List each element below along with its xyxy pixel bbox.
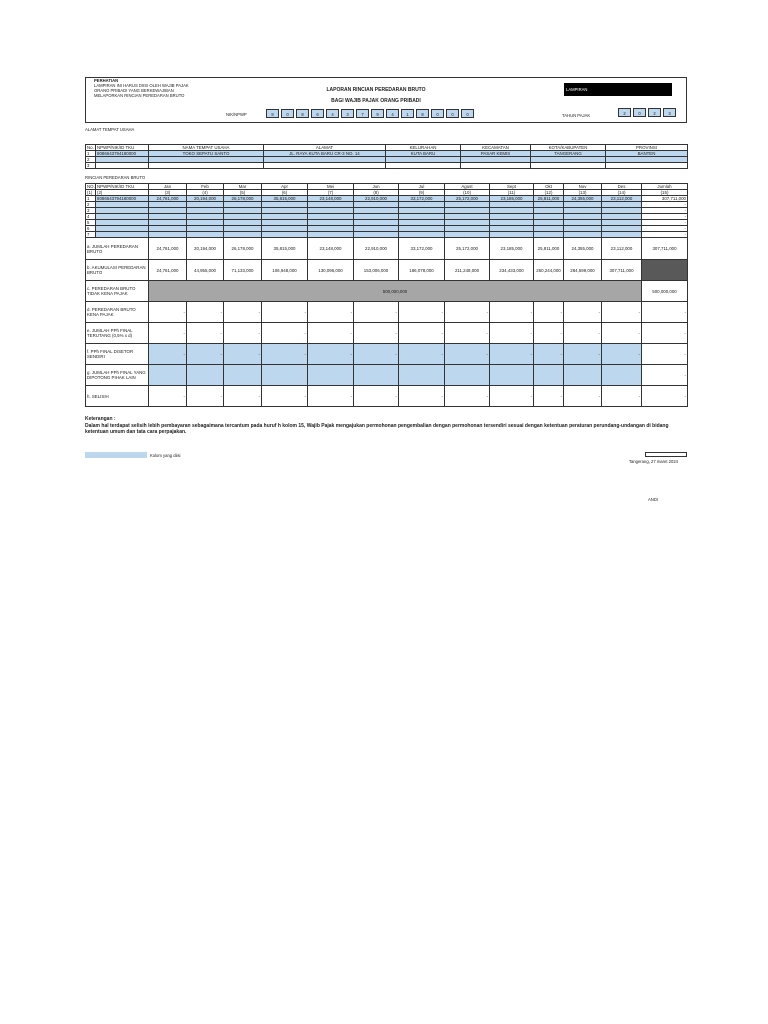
summary-cell: - — [308, 302, 354, 323]
summary-input-cell[interactable] — [224, 365, 262, 386]
summary-cell: 24,761,000 — [149, 238, 187, 260]
summary-label: f. PPh FINAL DISETOR SENDIRI — [86, 344, 149, 365]
monthly-colnum-cell: (11) — [490, 190, 534, 196]
summary-cell: - — [564, 302, 602, 323]
summary-cell: - — [642, 344, 688, 365]
address-header-cell: NPWP/NIK/ID TKU — [96, 145, 149, 151]
monthly-cell[interactable]: 23,185,000 — [490, 196, 534, 202]
summary-cell: 44,955,000 — [187, 260, 224, 281]
summary-cell: - — [642, 386, 688, 407]
monthly-header-cell: Mei — [308, 184, 354, 190]
summary-row-a — [86, 238, 688, 260]
monthly-colnum-cell: (10) — [445, 190, 490, 196]
address-cell[interactable]: TOKO SEPATU SANTO — [149, 151, 264, 157]
summary-label: g. JUMLAH PPh FINAL YANG DIPOTONG PIHAK LAIN — [86, 365, 149, 386]
monthly-total-cell: - — [642, 214, 688, 220]
address-cell: 1 — [86, 151, 96, 157]
monthly-header-cell: Agust — [445, 184, 490, 190]
address-cell: 3 — [86, 163, 96, 169]
summary-cell: - — [534, 386, 564, 407]
monthly-cell[interactable]: 23,148,000 — [308, 196, 354, 202]
summary-cell: - — [187, 386, 224, 407]
monthly-total-cell: - — [642, 220, 688, 226]
summary-input-cell[interactable] — [564, 365, 602, 386]
summary-cell: - — [308, 323, 354, 344]
nik-digit-box[interactable]: 0 — [431, 109, 444, 118]
nik-digit-box[interactable]: 7 — [356, 109, 369, 118]
summary-cell: 23,112,000 — [602, 238, 642, 260]
summary-cell: - — [354, 323, 399, 344]
monthly-cell: 4 — [86, 214, 96, 220]
summary-cell: - — [224, 323, 262, 344]
address-cell[interactable]: 8086643794180000 — [96, 151, 149, 157]
monthly-colnum-cell: (12) — [534, 190, 564, 196]
address-header-cell: No. — [87, 145, 94, 150]
address-cell[interactable] — [606, 163, 688, 169]
summary-cell: - — [490, 302, 534, 323]
monthly-cell[interactable]: 20,194,000 — [187, 196, 224, 202]
summary-cell: - — [354, 302, 399, 323]
summary-cell: - — [534, 323, 564, 344]
monthly-total-cell: - — [642, 232, 688, 238]
summary-cell: 186,078,000 — [399, 260, 445, 281]
tahun-digit-box[interactable]: 2 — [618, 108, 631, 117]
summary-cell: - — [642, 323, 688, 344]
monthly-header-cell: NPWP/NIK/ID TKU — [96, 184, 149, 190]
summary-cell: 106,948,000 — [262, 260, 308, 281]
summary-input-cell[interactable] — [354, 365, 399, 386]
nik-digit-box[interactable]: 8 — [296, 109, 309, 118]
monthly-cell: 3 — [86, 208, 96, 214]
summary-label: e. JUMLAH PPh FINAL TERUTANG (0,5% x d) — [86, 323, 149, 344]
monthly-cell: 5 — [86, 220, 96, 226]
summary-cell: 71,133,000 — [224, 260, 262, 281]
monthly-colnum-cell: (6) — [262, 190, 308, 196]
summary-input-cell[interactable]: - — [224, 344, 262, 365]
summary-cell: 234,433,000 — [490, 260, 534, 281]
tahun-digit-box[interactable]: 3 — [663, 108, 676, 117]
monthly-header-cell: Jumlah — [642, 184, 688, 190]
monthly-cell[interactable]: 24,355,000 — [564, 196, 602, 202]
monthly-header-cell: Okt — [534, 184, 564, 190]
monthly-header-cell: Sept — [490, 184, 534, 190]
summary-input-cell[interactable] — [399, 365, 445, 386]
monthly-cell[interactable]: 35,815,000 — [262, 196, 308, 202]
monthly-colnum-cell: (5) — [224, 190, 262, 196]
tahun-digit-box[interactable]: 0 — [633, 108, 646, 117]
address-header-cell: KELURAHAN — [386, 145, 461, 151]
summary-input-cell[interactable] — [187, 365, 224, 386]
keterangan-text: Dalam hal terdapat selisih lebih pembayaran sebagaimana tercantum pada huruf h kolom 15, Wajib Pajak mengajukan permohonan pengembalian dengan permohonan tersendiri sesuai dengan ketentuan peraturan perundang-undangan di bidang ketentuan umum dan tata cara perpajakan. — [85, 423, 669, 435]
summary-row-b — [86, 260, 688, 281]
summary-row-e — [86, 323, 688, 344]
summary-cell: - — [490, 386, 534, 407]
address-cell[interactable]: KUTA BARU — [386, 151, 461, 157]
nik-digit-box[interactable]: 6 — [311, 109, 324, 118]
summary-cell: 20,194,000 — [187, 238, 224, 260]
address-cell[interactable] — [461, 163, 531, 169]
summary-cell: - — [602, 302, 642, 323]
monthly-cell: 6 — [86, 226, 96, 232]
summary-input-cell[interactable]: - — [534, 344, 564, 365]
monthly-header-cell: Feb — [187, 184, 224, 190]
summary-cell: 211,248,000 — [445, 260, 490, 281]
summary-label: h. SELISIH — [86, 386, 149, 407]
summary-cell: - — [642, 365, 688, 386]
summary-row-f — [86, 344, 688, 365]
summary-cell: - — [187, 302, 224, 323]
monthly-total-cell: - — [642, 202, 688, 208]
form-title: LAPORAN RINCIAN PEREDARAN BRUTO — [326, 87, 426, 93]
summary-input-cell[interactable] — [490, 365, 534, 386]
nik-label: NIK/NPWP — [226, 112, 247, 117]
keterangan-title: Keterangan : — [85, 416, 116, 422]
monthly-colnum-cell: (1) — [86, 190, 96, 196]
address-cell[interactable]: PASAR KEMIS — [461, 151, 531, 157]
summary-cell: - — [445, 302, 490, 323]
summary-cell: 153,006,000 — [354, 260, 399, 281]
monthly-cell[interactable]: 23,112,000 — [602, 196, 642, 202]
monthly-table — [85, 183, 688, 407]
nik-digit-box[interactable]: 9 — [371, 109, 384, 118]
monthly-cell[interactable]: 25,172,000 — [445, 196, 490, 202]
monthly-header-cell: Apr — [262, 184, 308, 190]
summary-input-cell[interactable] — [149, 365, 187, 386]
summary-input-cell[interactable] — [445, 365, 490, 386]
summary-row-g — [86, 365, 688, 386]
monthly-cell[interactable]: 22,910,000 — [354, 196, 399, 202]
form-subtitle: BAGI WAJIB PAJAK ORANG PRIBADI — [331, 98, 421, 104]
monthly-colnum-cell: (9) — [399, 190, 445, 196]
summary-cell: - — [534, 302, 564, 323]
summary-input-cell[interactable]: - — [354, 344, 399, 365]
summary-cell: - — [262, 323, 308, 344]
summary-cell: - — [399, 323, 445, 344]
monthly-header-cell: Des — [602, 184, 642, 190]
summary-cell: - — [262, 302, 308, 323]
summary-cell: 24,355,000 — [564, 238, 602, 260]
summary-row-d — [86, 302, 688, 323]
tahun-digit-box[interactable]: 2 — [648, 108, 661, 117]
summary-input-cell[interactable] — [602, 365, 642, 386]
monthly-colnum-cell: (8) — [354, 190, 399, 196]
signer-name: ANDI — [648, 497, 659, 502]
rincian-title: RINCIAN PEREDARAN BRUTO — [85, 175, 146, 180]
perhatian-title: PERHATIAN — [94, 78, 119, 83]
summary-input-cell[interactable] — [534, 365, 564, 386]
summary-cell: - — [187, 323, 224, 344]
monthly-colnum-cell: (15) — [642, 190, 688, 196]
monthly-colnum-cell: (13) — [564, 190, 602, 196]
summary-cell-merged: 500,000,000 — [149, 281, 642, 302]
monthly-header-cell: Mar — [224, 184, 262, 190]
monthly-colnum-cell: (4) — [187, 190, 224, 196]
summary-input-cell[interactable]: - — [564, 344, 602, 365]
summary-cell: 25,811,000 — [534, 238, 564, 260]
summary-cell: 25,172,000 — [445, 238, 490, 260]
monthly-total-cell: - — [642, 226, 688, 232]
summary-row-h — [86, 386, 688, 407]
nik-digit-box[interactable]: 1 — [401, 109, 414, 118]
monthly-header-cell: Jul — [399, 184, 445, 190]
monthly-colnum-cell: (3) — [149, 190, 187, 196]
address-cell[interactable] — [96, 163, 149, 169]
monthly-cell[interactable]: 8086643794180000 — [96, 196, 149, 202]
summary-cell: - — [445, 386, 490, 407]
date-box — [645, 452, 687, 457]
address-cell[interactable] — [386, 163, 461, 169]
summary-label: b. AKUMULASI PEREDARAN BRUTO — [86, 260, 149, 281]
address-header-cell: KOTA/KABUPATEN — [531, 145, 606, 151]
summary-label: d. PEREDARAN BRUTO KENA PAJAK — [86, 302, 149, 323]
tahun-label: TAHUN PAJAK — [562, 113, 591, 118]
monthly-cell[interactable]: 26,178,000 — [224, 196, 262, 202]
lampiran-box — [564, 83, 672, 96]
summary-cell: - — [224, 302, 262, 323]
summary-label: c. PEREDARAN BRUTO TIDAK KENA PAJAK — [86, 281, 149, 302]
summary-row-c — [86, 281, 688, 302]
monthly-total-cell: 307,711,000 — [642, 196, 688, 202]
summary-cell: 307,711,000 — [642, 238, 688, 260]
summary-label: a. JUMLAH PEREDARAN BRUTO — [86, 238, 149, 260]
nik-digit-box[interactable]: 0 — [281, 109, 294, 118]
place-date: Tangerang, 27 maret 2024 — [628, 459, 678, 464]
summary-cell: - — [149, 323, 187, 344]
monthly-cell: 7 — [86, 232, 96, 238]
alamat-title: ALAMAT TEMPAT USAHA — [85, 127, 135, 132]
summary-cell: - — [149, 386, 187, 407]
summary-cell: - — [642, 302, 688, 323]
summary-cell: 260,244,000 — [534, 260, 564, 281]
monthly-colnum-cell: (14) — [602, 190, 642, 196]
summary-input-cell[interactable]: - — [262, 344, 308, 365]
summary-cell: - — [262, 386, 308, 407]
summary-cell: 26,178,000 — [224, 238, 262, 260]
summary-cell: 33,172,000 — [399, 238, 445, 260]
summary-input-cell[interactable]: - — [490, 344, 534, 365]
monthly-header-cell: NO. — [87, 184, 95, 189]
summary-cell: - — [224, 386, 262, 407]
summary-cell: - — [445, 323, 490, 344]
summary-cell: 307,711,000 — [602, 260, 642, 281]
summary-cell: 24,761,000 — [149, 260, 187, 281]
nik-digit-box[interactable]: 4 — [326, 109, 339, 118]
summary-cell: - — [564, 386, 602, 407]
summary-input-cell[interactable]: - — [399, 344, 445, 365]
address-cell[interactable]: JL. RAYA KUTA BARU CR-3 NO. 14 — [264, 151, 386, 157]
summary-cell: - — [149, 302, 187, 323]
monthly-header-cell: Nov — [564, 184, 602, 190]
summary-input-cell[interactable] — [262, 365, 308, 386]
monthly-cell[interactable]: 25,811,000 — [534, 196, 564, 202]
perhatian-text: LAMPIRAN INI HARUS DIISI OLEH WAJIB PAJAK ORANG PRIBADI YANG BERKEWAJIBAN MELAPORKAN RINCIAN PEREDARAN BRUTO — [94, 83, 189, 98]
nik-digit-box[interactable]: 0 — [446, 109, 459, 118]
address-row — [86, 163, 688, 169]
summary-cell: - — [399, 386, 445, 407]
nik-digit-box[interactable]: 0 — [461, 109, 474, 118]
summary-input-cell[interactable]: - — [308, 344, 354, 365]
lampiran-label: LAMPIRAN — [566, 87, 588, 92]
monthly-header-cell: Jan — [149, 184, 187, 190]
summary-cell: 130,096,000 — [308, 260, 354, 281]
summary-cell: - — [602, 323, 642, 344]
nik-digit-box[interactable]: 8 — [416, 109, 429, 118]
address-header-cell: KECAMATAN — [461, 145, 531, 151]
summary-cell: 35,815,000 — [262, 238, 308, 260]
address-table — [85, 144, 688, 169]
summary-input-cell[interactable] — [308, 365, 354, 386]
summary-cell: 23,185,000 — [490, 238, 534, 260]
summary-cell: 500,000,000 — [642, 281, 688, 302]
summary-cell: 284,599,000 — [564, 260, 602, 281]
monthly-cell[interactable]: 33,172,000 — [399, 196, 445, 202]
summary-cell: 23,148,000 — [308, 238, 354, 260]
summary-cell: - — [399, 302, 445, 323]
address-cell[interactable] — [149, 163, 264, 169]
summary-cell: - — [354, 386, 399, 407]
summary-cell: 22,910,000 — [354, 238, 399, 260]
nik-digit-box[interactable]: 4 — [386, 109, 399, 118]
summary-cell: - — [564, 323, 602, 344]
address-header-cell: NAMA TEMPAT USAHA — [149, 145, 264, 151]
nik-digit-box[interactable]: 8 — [266, 109, 279, 118]
address-cell: 2 — [86, 157, 96, 163]
monthly-cell: 1 — [86, 196, 96, 202]
summary-cell-shaded — [642, 260, 688, 281]
address-cell[interactable]: BANTEN — [606, 151, 688, 157]
address-cell[interactable]: TANGERANG — [531, 151, 606, 157]
summary-input-cell[interactable]: - — [187, 344, 224, 365]
summary-input-cell[interactable]: - — [602, 344, 642, 365]
address-header-cell: ALAMAT — [264, 145, 386, 151]
nik-digit-box[interactable]: 3 — [341, 109, 354, 118]
monthly-cell[interactable]: 24,761,000 — [149, 196, 187, 202]
summary-cell: - — [490, 323, 534, 344]
address-header-cell: PROVINSI — [606, 145, 688, 151]
form-header — [85, 77, 687, 123]
address-cell[interactable] — [264, 163, 386, 169]
legend-swatch — [85, 452, 147, 458]
monthly-colnum-cell: (7) — [308, 190, 354, 196]
summary-cell: - — [308, 386, 354, 407]
address-cell[interactable] — [531, 163, 606, 169]
summary-input-cell[interactable]: - — [445, 344, 490, 365]
summary-cell: - — [602, 386, 642, 407]
monthly-colnum-cell: (2) — [96, 190, 149, 196]
summary-input-cell[interactable]: - — [149, 344, 187, 365]
monthly-total-cell: - — [642, 208, 688, 214]
monthly-cell: 2 — [86, 202, 96, 208]
monthly-header-cell: Jun — [354, 184, 399, 190]
legend-text: Kolom yang diisi — [150, 453, 181, 458]
